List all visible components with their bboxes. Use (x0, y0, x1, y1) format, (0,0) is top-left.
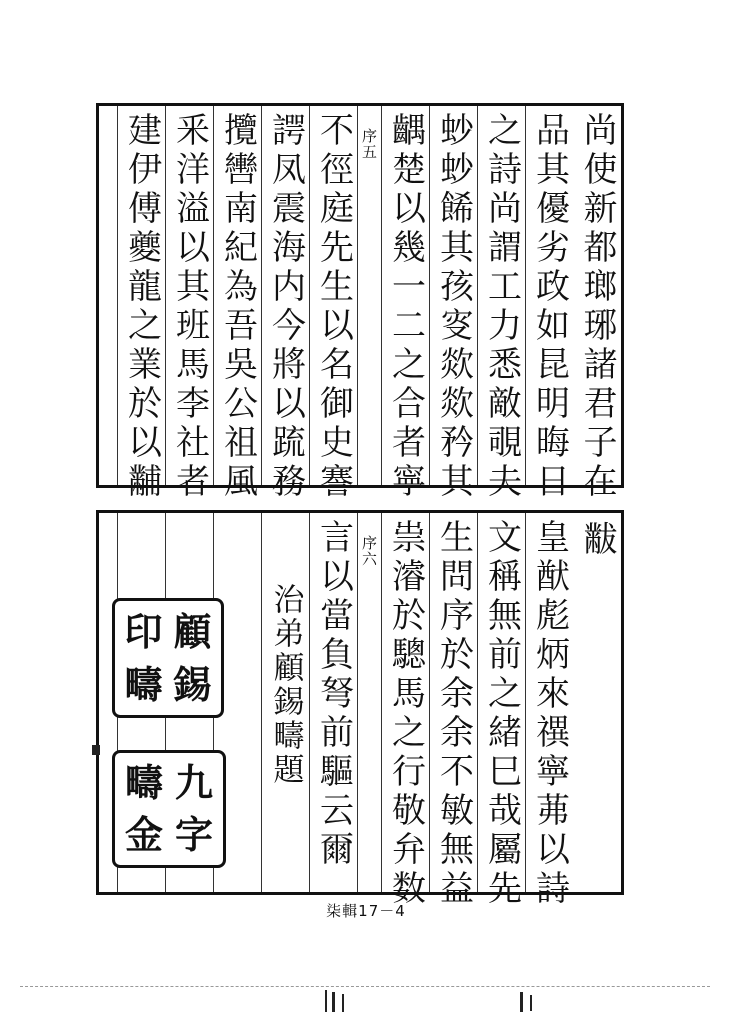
text-column (381, 106, 429, 502)
text-column (117, 106, 165, 502)
text-column (261, 106, 309, 502)
page-spine (357, 106, 381, 485)
column-text: 䖢䖢餙其孩叜欻欻矜其 (433, 112, 474, 502)
text-column (429, 513, 477, 909)
column-text: 不徑庭先生以名御史謇 (313, 112, 354, 502)
column-text: 生問序於余余不敏無益 (433, 519, 474, 909)
spine-label: 序五 (360, 128, 378, 160)
column-text: 齵楚以幾一二之合者寧 (385, 112, 426, 502)
column-text: 建伊傅夔龍之業於以黼 (121, 112, 162, 502)
column-text: 品其優劣政如昆明晦日 (529, 112, 570, 502)
seal-glyph: 字 (175, 812, 214, 857)
text-column (573, 106, 621, 502)
column-text: 言以當負弩前驅云爾 (313, 519, 354, 870)
page-footer: 柒輯17－4 (326, 902, 406, 920)
column-text: 釆洋溢以其班馬李社者 (169, 112, 210, 502)
seal-glyph: 金 (125, 812, 164, 857)
scan-edge-line (20, 986, 710, 987)
seal-glyph: 疇 (125, 760, 164, 805)
scan-artifact (520, 992, 523, 1012)
scan-artifact (325, 990, 327, 1012)
signature-text: 治弟顧錫疇題 (267, 583, 304, 787)
column-text: 攬轡南紀為吾吳公祖風 (217, 112, 258, 502)
text-column (525, 106, 573, 502)
text-column (381, 513, 429, 909)
seal-glyph: 九 (175, 760, 214, 805)
seal-stamp (112, 598, 224, 718)
text-column (429, 106, 477, 502)
column-text: 皇猷彪炳來禩寧茀以詩 (529, 519, 570, 909)
seal-glyph: 疇 (124, 661, 163, 707)
seal-glyph: 顧 (173, 608, 212, 654)
text-column (213, 106, 261, 502)
column-text: 文稱無前之緒巳哉屬先 (481, 519, 522, 909)
column-text: 祟濬於驄馬之行敬弁数 (385, 519, 426, 909)
signature-column (261, 513, 309, 892)
top-page-panel (96, 103, 624, 502)
scan-artifact (342, 994, 344, 1012)
text-column (477, 513, 525, 909)
text-column (165, 106, 213, 502)
page-spine (357, 513, 381, 892)
seal-stamp (112, 750, 226, 868)
spine-label: 序六 (360, 535, 378, 567)
column-text: 諤凤震海内今將以䟽務 (265, 112, 306, 502)
text-column (309, 106, 357, 502)
column-text: 之詩尚謂工力悉敵覗夫 (481, 112, 522, 502)
seal-glyph: 印 (124, 608, 163, 654)
scan-artifact (530, 995, 532, 1011)
column-text: 黻 (577, 521, 617, 560)
ink-mark (92, 745, 100, 755)
scan-artifact (332, 992, 335, 1012)
seal-glyph: 錫 (173, 661, 212, 707)
text-column (477, 106, 525, 502)
text-column (525, 513, 573, 909)
column-text: 尚使新都瑯琊諸君子在 (577, 112, 617, 502)
text-column (309, 513, 357, 892)
text-column (573, 513, 621, 892)
